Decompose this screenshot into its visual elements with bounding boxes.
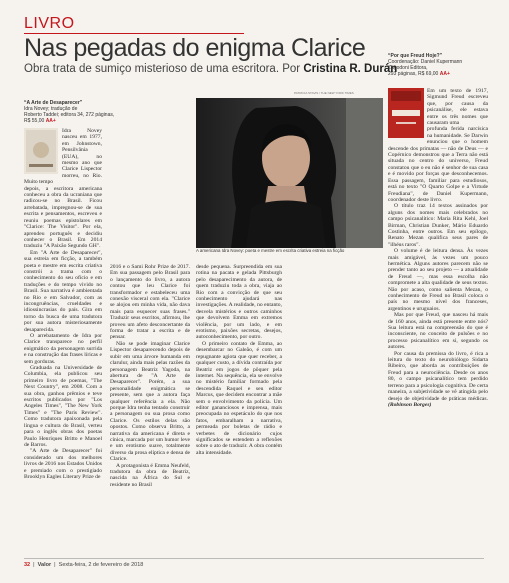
col2-para-2: Não se pode imaginar Clarice Lispector desaparecendo depois de subir em uma árvore humanda em clarulur, ainda mais pelas razões da personagem Beatriz Yagoda, na abertura de "A Arte de Desaparecer". Porém, a sua personalidade enigmática se presente, sem que a autora faça qualquer referência a ela. Não porque Idra tenha tentado construir a personagem ou sua prosa como Clarice. Os estilos delas são opostos. Como observa Britto, a narrativa da americana é direta e cínica, marcada por um humor leve e um erotismo suave, totalmente diverso da prosa elíptica e densa de Clarice. — [110, 340, 190, 463]
column-2-top — [110, 128, 190, 256]
column-1 — [24, 128, 102, 555]
col1-lead: Idra Novey nasceu em 1977, em Johnstown, Pensilvânia (EUA), no mesmo ano que Clarice Lispector morreu, no Rio. Muito tempo — [24, 128, 102, 186]
col2-para-1: 2016 e o Sami Rohr Prize de 2017. Em sua passagem pelo Brasil para o lançamento do livro, a autora contou que leu Clarice foi transformador e estabeleceu uma conexão visceral com ela. "Clarice se alojou em minha vida, não dava mais para esquecer suas frases." Traduzir seus escritos, afirmou, lhe proveu um afeto desconcertante da forma de tratar a escrita e de pensar. — [110, 264, 190, 341]
author-portrait-illustration — [196, 98, 383, 248]
page-footer: 32 | Valor | Sexta-feira, 2 de fevereiro de 2018 — [24, 562, 144, 568]
book-cover-art — [24, 128, 58, 174]
publication-name: Valor — [37, 562, 52, 568]
col4-para-5 — [388, 351, 488, 409]
col1-para-2: Em "A Arte de Desaparecer", sua estreia em ficção, a também poeta e mestre em escrita criativa constrói a trama com o conhecimento do seu ofício e em traduções e do tempo vivido no Brasil. Sua narrativa é ambientada no Rio e em Salvador, com as incongruências, crueldades e idiossincrasias do país. Gira em torno da busca de uma tradutora por sua autora misteriosamente desaparecida. — [24, 249, 102, 333]
book2-title: “Por que Freud Hoje?” — [388, 53, 443, 59]
book-price-row — [24, 118, 194, 124]
col4-para-2: O título traz 14 textos assinados por alguns dos nomes mais celebrados no campo psicanalítico: Maria Rita Kehl, Joel Birman, Christian Dunker, Mário Eduardo Costinha, entre outros. Em seu epílogo, Renato Mezan qualifica seus pares de "ilhéus raros". — [388, 203, 488, 248]
book2-coord: Coordenação: Daniel Kupermann — [388, 59, 463, 65]
col4-para-4: Mas por que Freud, que nasceu há mais de 160 anos, ainda está presente entre nós? Sua leitura está na compreensão do que é inconsciente, no conceito de pulsões e no processo psicanalítico em si, segundo os autores. — [388, 312, 488, 351]
publication-date: Sexta-feira, 2 de fevereiro de 2018 — [58, 562, 144, 568]
book-cover-1 — [24, 128, 58, 174]
page-number: 32 — [24, 562, 31, 568]
book2-price-row — [388, 71, 498, 77]
book-credits: Idra Novey; tradução de — [24, 106, 78, 112]
deck-author: Cristina R. Durán — [303, 63, 398, 75]
col4-para-3: O volume é de leitura densa. Às vezes mais amigável, às vezes um pouco hermética. Alguns autores parecem não se prender tanto ao seu projeto — a atualidade de Freud —, mas essa escolha não compromete a alta qualidade de seus textos. Não por acaso, como salienta Mezan, o conhecimento de Freud no Brasil coloca o país no mesmo nível dos franceses, argentinos e uruguaios. — [388, 248, 488, 312]
book-info-1 — [24, 100, 194, 124]
book-publisher: Roberto Taddei; editora 34, 272 páginas, — [24, 112, 115, 118]
column-4 — [388, 88, 488, 555]
review-signature: (Robinson Borges) — [388, 401, 432, 408]
col3-para-2: O primeiro contato de Emma, ao desembarcar no Galeão, é com um repugnante agiota que quer receber, a qualquer custo, a dívida contraída por Beatriz em jogos de pôquer pela internet. Na sequência, ela se envolve no mistério familiar formado pela descendida Raquel e seu editor Marcus, que decidem encontrar a mãe sem o envolvimento da polícia. Um editor gananciosos e imprensa, mais preocupada no espetáculo do que nos fatos, embaralham a narrativa, permeada por boletas de rádio e verbetes de dicionário cujos significados se estendem a reflexões sobre o ato de traduzir. A obra contém alta intensidade. — [196, 340, 282, 456]
col1-para-1: depois, a escritora americana conheceu a obra da ucraniana que radicou-se no Brasil. Ficou arrebatada, impregnou-se de sua escrita e pensamentos, escreveu e reuniu poemas epistolares em "Clarice: The Visitor". Por ela, aprendeu português e decidiu conhecer o Brasil. Em 2014 traduziu "A Paixão Segundo GH". — [24, 185, 102, 250]
author-photo — [196, 98, 383, 248]
photo-caption: A americana Idra Novey: poeta e mestre em escrita criativa estreia na ficção — [196, 248, 345, 253]
deck-text: Obra trata de sumiço misterioso de uma escritora. Por — [24, 63, 304, 75]
col1-para-4: Graduada na Universidade de Columbia, ela publicou seu primeiro livro de poemas, "The Next Country", em 2008. Com a sua obra, ganhou prêmios e teve escritos publicados por "Los Angeles Times", "The New York Times" e "The Paris Review". Como tradutora apaixonada pela língua e cultura do Brasil, verteu para o inglês obras dos poetas Paulo Henriques Britto e Manoel de Barros. — [24, 365, 102, 448]
book2-publisher: Zagodoni Editora, — [388, 65, 428, 71]
photo-credit: PATRICIA STAVIS / THE NEW YORK TIMES — [294, 91, 354, 95]
book2-pages-price: 293 páginas, R$ 69,00 — [388, 71, 439, 77]
col2-para-3: A protagonista é Emma Neufeld, tradutora da obra de Beatriz, nascida na África do Sul e residente no Brasil — [110, 462, 190, 488]
book-title: “A Arte de Desaparecer” — [24, 100, 83, 106]
book-info-2 — [388, 53, 498, 77]
book2-rating: AA+ — [439, 71, 450, 77]
headline: Nas pegadas do enigma Clarice — [24, 34, 366, 62]
footer-divider — [24, 558, 484, 559]
freud-book-cover-art — [388, 88, 424, 138]
col4-para-5-text: Por causa da premissa do livro, é rica a leitura do texto do neurobiólogo Sidarta Ribeiro, que aborda as contribuições de Freud para a neurociência. Desde os anos 80, o campo psicanalítico tem perdido terreno para a psicologia cognitiva. De certa maneira, a subjetividade se vê atingida pelo desejo de objetividade de práticas médicas. — [388, 350, 488, 402]
book-cover-2 — [388, 88, 424, 138]
col1-para-3: O arrebatamento de Idra por Clarice transparece no perfil enigmático da personagem surrida e na construção das frases líricas e sem gorduras. — [24, 333, 102, 365]
col4-lead: Em um texto de 1917, Sigmund Freud escreveu que, por causa da psicanálise, ele estava entre os três nomes que causaram uma — [427, 88, 488, 127]
column-2 — [110, 264, 190, 555]
col3-para-1: desde pequena. Surpreendida em sua rotina na pacata e gelada Pittsburgh pelo desaparecimento da autora, de quem traduziu toda a obra, viaja ao Rio com a convicção de que seu conhecimento ajudará nas investigações. A realidade, no entanto, desvela mistérios e outros caminhos que devolvem Emma em extremos violência, por um lado, e em erotismo, paixões secretas, desejos, autoconhecimento, por outro. — [196, 264, 282, 341]
deck — [24, 63, 398, 75]
book-price: R$ 55,00 — [24, 118, 45, 124]
section-label: LIVRO — [24, 15, 75, 32]
book-rating: AA+ — [45, 118, 56, 124]
column-3 — [196, 264, 282, 555]
col1-para-5: "A Arte de Desaparecer" foi considerado um dos melhores livros de 2016 nos Estados Unidos e premiado com o prestigiado Brooklyn Eagles Literary Prize de — [24, 448, 102, 480]
col4-para-1: profunda ferida narcísica na humanidade. Se Darwin enunciou que o homem descende dos primatas — não de Deus — e Copérnico demonstrou que a Terra não está situada no centro do universo, Freud constatou que o eu não é senhor de sua casa e é movido por forças que desconhecemos. Essa passagem, familiar para estudiosos, está no texto "O Quarto Golpe e a Virtude Freudiana", de Daniel Kupermann, coordenador deste livro. — [388, 126, 488, 203]
